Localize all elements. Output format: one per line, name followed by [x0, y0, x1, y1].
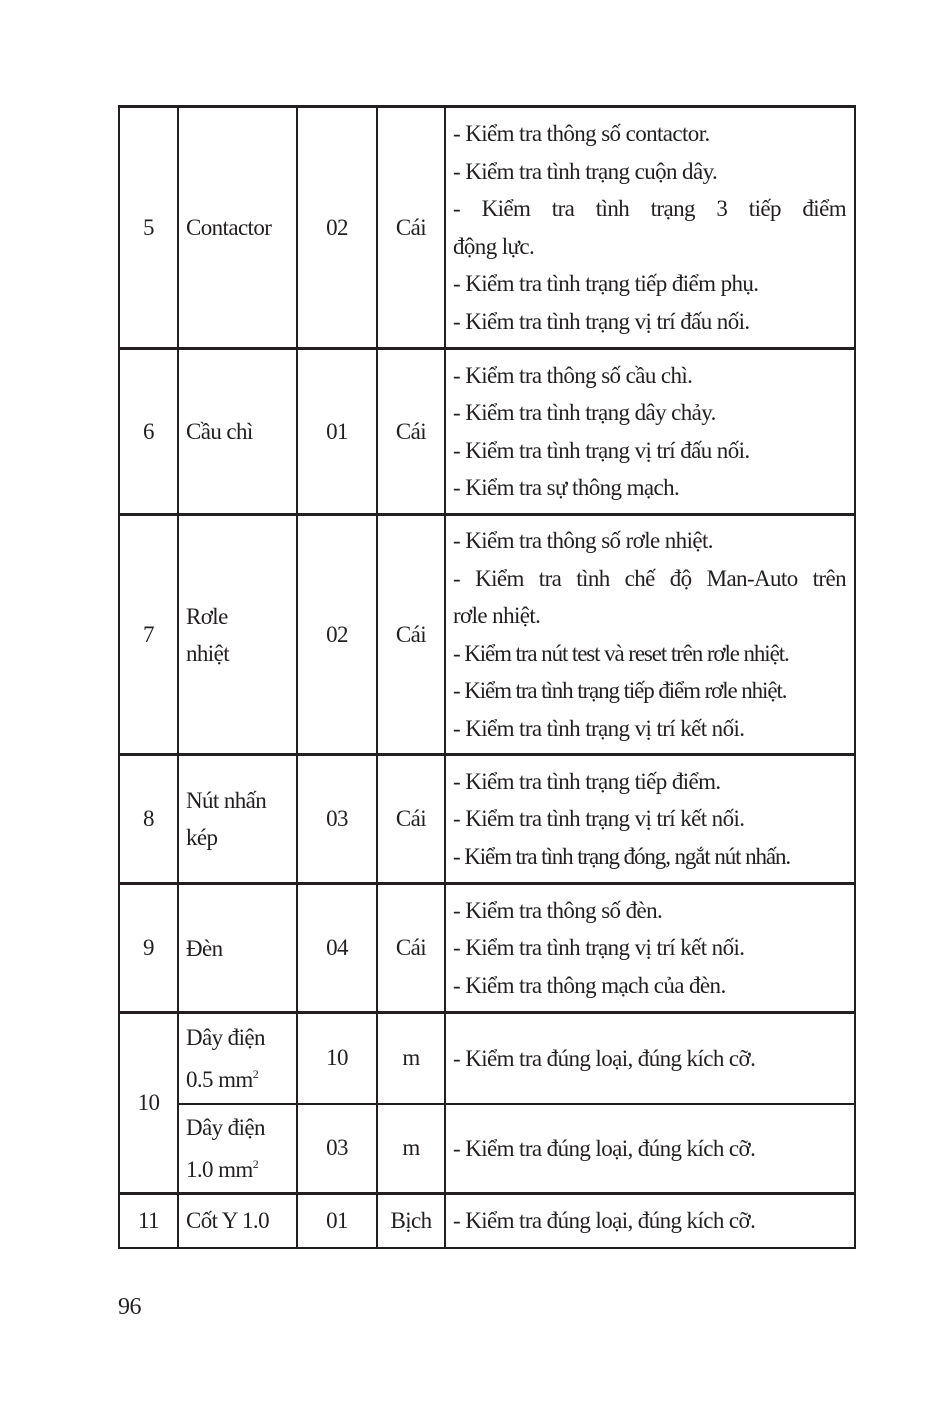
item-checks [445, 1013, 855, 1104]
item-name [178, 755, 297, 884]
item-checks [445, 884, 855, 1013]
item-quantity: 02 [297, 107, 377, 349]
item-unit: m [377, 1104, 445, 1194]
item-quantity: 02 [297, 515, 377, 755]
check-line: - Kiểm tra đúng loại, đúng kích cỡ. [453, 1135, 756, 1161]
item-name [178, 515, 297, 755]
item-number: 9 [119, 884, 178, 1013]
table-row [119, 1013, 855, 1104]
item-name [178, 1104, 297, 1194]
check-line: - Kiểm tra tình trạng tiếp điểm. [453, 768, 721, 794]
check-line: - Kiểm tra sự thông mạch. [453, 475, 680, 500]
check-line: - Kiểm tra tình trạng 3 tiếp điểm [453, 196, 846, 221]
item-name-line: Rơle [186, 603, 228, 629]
table-row [119, 1194, 855, 1248]
item-quantity: 10 [297, 1013, 377, 1104]
superscript: 2 [252, 1066, 259, 1081]
check-line: - Kiểm tra thông mạch của đèn. [453, 972, 726, 998]
item-name-line: 0.5 $mm^2$ [186, 1066, 259, 1092]
equipment-check-table [118, 105, 856, 1249]
check-line: - Kiểm tra tình trạng vị trí đấu nối. [453, 308, 750, 334]
table-row [119, 515, 855, 755]
table-row [119, 107, 855, 349]
check-line: động lực. [453, 233, 535, 259]
check-line: - Kiểm tra tình trạng tiếp điểm phụ. [453, 271, 759, 296]
item-name-line: kép [186, 825, 218, 850]
check-line: - Kiểm tra thông số đèn. [453, 897, 663, 923]
table-row [119, 1104, 855, 1194]
item-unit: Cái [377, 349, 445, 515]
item-number: 11 [119, 1194, 178, 1248]
item-unit: Cái [377, 884, 445, 1013]
item-number: 6 [119, 349, 178, 515]
item-name: Contactor [178, 107, 297, 349]
item-quantity: 03 [297, 1104, 377, 1194]
check-line: - Kiểm tra tình trạng vị trí đấu nối. [453, 437, 750, 463]
item-checks [445, 107, 855, 349]
item-checks [445, 1104, 855, 1194]
check-line: - Kiểm tra thông số rơle nhiệt. [453, 528, 713, 553]
item-name-line: Dây điện [186, 1114, 265, 1140]
item-unit: Cái [377, 515, 445, 755]
item-unit: Cái [377, 107, 445, 349]
item-quantity: 03 [297, 755, 377, 884]
check-line: - Kiểm tra tình trạng đóng, ngắt nút nhấn. [453, 843, 791, 869]
item-checks [445, 515, 855, 755]
check-line: - Kiểm tra tình trạng tiếp điểm rơle nhiệt. [453, 678, 787, 703]
check-line: - Kiểm tra đúng loại, đúng kích cỡ. [453, 1208, 756, 1233]
item-checks [445, 349, 855, 515]
item-unit: Bịch [377, 1194, 445, 1248]
item-name-line: nhiệt [186, 640, 229, 666]
item-number: 8 [119, 755, 178, 884]
check-line: - Kiểm tra tình chế độ Man-Auto trên [453, 565, 846, 591]
item-number: 7 [119, 515, 178, 755]
item-name: Cốt Y 1.0 [178, 1194, 297, 1248]
item-checks [445, 1194, 855, 1248]
superscript: 2 [252, 1156, 259, 1171]
table-row [119, 884, 855, 1013]
item-name: Cầu chì [178, 349, 297, 515]
item-unit: Cái [377, 755, 445, 884]
item-checks [445, 755, 855, 884]
table-row [119, 755, 855, 884]
check-line: - Kiểm tra thông số contactor. [453, 121, 710, 146]
item-unit: m [377, 1013, 445, 1104]
item-name-line: Nút nhấn [186, 788, 267, 813]
check-line: - Kiểm tra tình trạng dây chảy. [453, 400, 716, 425]
item-quantity: 01 [297, 349, 377, 515]
item-quantity: 04 [297, 884, 377, 1013]
check-line: - Kiểm tra tình trạng vị trí kết nối. [453, 935, 745, 961]
item-name-line: Dây điện [186, 1024, 265, 1050]
check-line: - Kiểm tra tình trạng cuộn dây. [453, 158, 718, 184]
item-number: 5 [119, 107, 178, 349]
item-name-line: 1.0 $mm^2$ [186, 1156, 259, 1182]
check-line: - Kiểm tra nút test và reset trên rơle nhiệt. [453, 640, 789, 666]
item-quantity: 01 [297, 1194, 377, 1248]
item-name: Đèn [178, 884, 297, 1013]
check-line: - Kiểm tra tình trạng vị trí kết nối. [453, 715, 745, 741]
item-number: 10 [119, 1013, 178, 1194]
check-line: - Kiểm tra tình trạng vị trí kết nối. [453, 806, 745, 832]
check-line: - Kiểm tra đúng loại, đúng kích cỡ. [453, 1045, 756, 1071]
page-number: 96 [118, 1294, 141, 1320]
table-row [119, 349, 855, 515]
check-line: - Kiểm tra thông số cầu chì. [453, 362, 693, 388]
item-name [178, 1013, 297, 1104]
check-line: rơle nhiệt. [453, 603, 541, 628]
